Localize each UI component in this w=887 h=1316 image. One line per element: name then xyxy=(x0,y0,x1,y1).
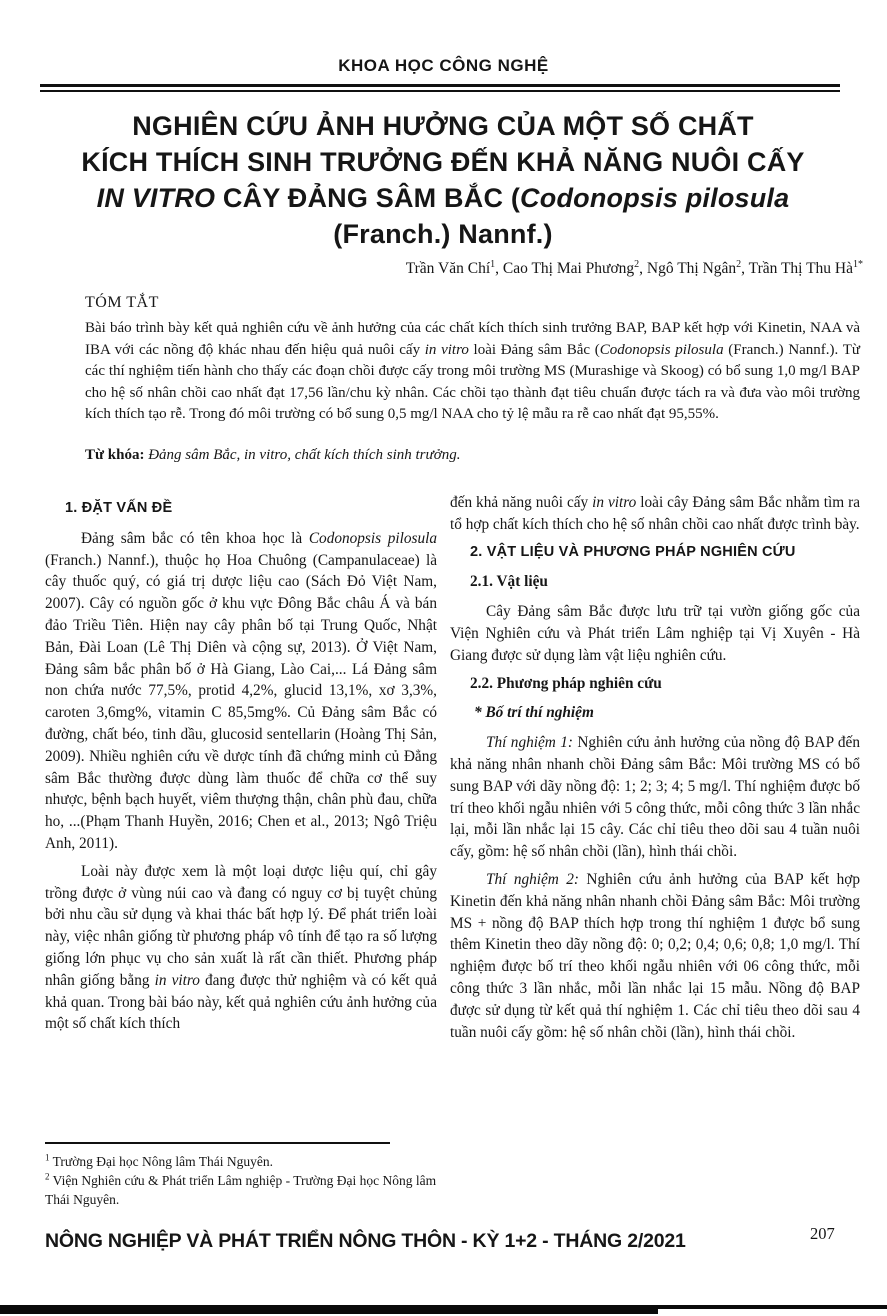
invitro-italic: in vitro xyxy=(592,494,637,511)
left-column xyxy=(45,492,437,1049)
footnote-1-sup: 1 xyxy=(45,1152,50,1163)
abstract-species: Codonopsis pilosula xyxy=(599,341,724,358)
footnote-2-text: Viện Nghiên cứu & Phát triển Lâm nghiệp - Trường Đại học Nông lâm Thái Nguyên. xyxy=(45,1173,437,1207)
keywords-label: Từ khóa: xyxy=(85,447,149,463)
title-line3-invitro: IN VITRO xyxy=(96,183,216,213)
author-affiliation-sup: 2 xyxy=(634,258,640,270)
footnote-1-text: Trường Đại học Nông lâm Thái Nguyên. xyxy=(49,1154,273,1169)
section1-paragraph1 xyxy=(45,528,437,855)
section2-1-heading: 2.1. Vật liệu xyxy=(470,573,548,591)
body-seg: đang được thử nghiệm và có kết quả khả quan. Trong bài báo này, kết quả nghiên cứu ảnh hưởng của một số chất kích thích xyxy=(45,971,437,1033)
abstract-seg: Bài báo trình bày kết quả nghiên cứu về ảnh hưởng của các chất kích thích sinh trưởng BAP, BAP kết hợp với Kinetin, NAA và IBA với các nồng độ khác nhau đến hiệu quả nuôi cấy xyxy=(85,320,860,358)
title-line2: KÍCH THÍCH SINH TRƯỞNG ĐẾN KHẢ NĂNG NUÔI CẤY xyxy=(81,147,805,177)
experiment-layout-subheading: * Bố trí thí nghiệm xyxy=(474,704,594,722)
abstract-text xyxy=(85,318,860,426)
body-seg: Đảng sâm bắc có tên khoa học là xyxy=(81,529,309,547)
experiment2-lead: Thí nghiệm 2: xyxy=(486,870,580,888)
section2-2-heading: 2.2. Phương pháp nghiên cứu xyxy=(470,674,662,692)
title-line3-mid: CÂY ĐẢNG SÂM BẮC ( xyxy=(215,183,521,213)
footnote-1 xyxy=(45,1152,445,1171)
footnotes-block xyxy=(45,1152,445,1209)
footnote-divider-rule xyxy=(45,1142,390,1144)
keywords-text: Đảng sâm Bắc, in vitro, chất kích thích sinh trưởng. xyxy=(148,447,461,463)
journal-section-header: KHOA HỌC CÔNG NGHỆ xyxy=(338,56,549,75)
article-title xyxy=(43,108,843,252)
abstract-heading: TÓM TẮT xyxy=(85,294,159,311)
authors-line xyxy=(43,260,863,278)
two-column-body xyxy=(45,492,860,1049)
journal-footer: NÔNG NGHIỆP VÀ PHÁT TRIỂN NÔNG THÔN - KỲ 1+2 - THÁNG 2/2021 xyxy=(45,1230,686,1252)
header-divider-rule xyxy=(40,84,840,92)
experiment1-lead: Thí nghiệm 1: xyxy=(486,734,573,752)
author-affiliation-sup: 1 xyxy=(490,258,496,270)
title-line4: (Franch.) Nannf.) xyxy=(333,219,553,249)
section1-heading: 1. ĐẶT VẤN ĐỀ xyxy=(65,500,173,516)
body-seg: đến khả năng nuôi cấy xyxy=(450,494,593,511)
author-affiliation-sup: 2 xyxy=(736,258,742,270)
body-seg: loài cây Đảng sâm Bắc nhằm tìm ra tổ hợp chất kích thích cho hệ số nhân chồi cao nhất được trình bày. xyxy=(450,494,860,533)
author-name: Trần Văn Chí xyxy=(405,260,491,277)
abstract-seg: (Franch.) Nannf.). Từ các thí nghiệm tiến hành cho thấy các đoạn chồi được cấy trong môi trường MS (Murashige và Skoog) có bổ sung 1,0 mg/l BAP cho hệ số nhân chồi cao nhất đạt 17,56 lần/chu kỳ nhân. Các chồi tạo thành đạt tiêu chuẩn được tách ra và đưa vào môi trường kích thích tạo rễ. Trong đó môi trường có bổ sung 0,5 mg/l NAA cho tỷ lệ mẫu ra rễ cao nhất đạt 95,55%. xyxy=(85,341,860,422)
footnote-2-sup: 2 xyxy=(45,1171,50,1182)
experiment2-paragraph xyxy=(450,869,860,1043)
title-line1: NGHIÊN CỨU ẢNH HƯỞNG CỦA MỘT SỐ CHẤT xyxy=(132,111,754,141)
right-column xyxy=(450,492,860,1049)
author-name: , Trần Thị Thu Hà xyxy=(741,260,853,277)
keywords-line xyxy=(85,447,860,464)
author-name: , Cao Thị Mai Phương xyxy=(495,260,635,277)
body-seg: (Franch.) Nannf.), thuộc họ Hoa Chuông (Campanulaceae) là cây thuốc quý, có giá trị dược liệu cao (Sách Đỏ Việt Nam, 2007). Cây có nguồn gốc ở khu vực Đông Bắc châu Á và bán đảo Triều Tiên. Hiện nay cây phân bố tại Trung Quốc, Nhật Bản, Đài Loan (Lê Thị Diên và cộng sự, 2013). Ở Việt Nam, Đảng sâm bắc phân bố ở Hà Giang, Lào Cai,... Lá Đảng sâm non chứa nước 77,5%, protid 4,2%, glucid 13,1%, xơ 3,3%, caroten 3,6mg%, vitamin C 85,5mg%. Củ Đảng sâm Bắc có đường, chất béo, tinh dầu, glucosid sentellarin (Hoàng Thị Sản, 2009). Nhiều nghiên cứu về dược tính đã chứng minh củ Đẳng sâm Bắc thường được dùng làm thuốc để chữa cơ thể suy nhược, bệnh bạch huyết, viêm thượng thận, chân phù đau, chữa ho, ...(Phạm Thanh Huyền, 2016; Chen et al., 2013; Ngô Triệu Anh, 2011). xyxy=(45,551,437,852)
section2-heading: 2. VẬT LIỆU VÀ PHƯƠNG PHÁP NGHIÊN CỨU xyxy=(470,543,796,560)
author-affiliation-sup: 1* xyxy=(853,258,863,270)
title-line3-species: Codonopsis pilosula xyxy=(520,183,790,213)
body-seg: Nghiên cứu ảnh hưởng của BAP kết hợp Kinetin đến khả năng nhân nhanh chồi Đảng sâm Bắc: Môi trường MS + nồng độ BAP thích hợp trong thí nghiệm 1 được bổ sung thêm Kinetin theo dãy nồng độ: 0; 0,2; 0,4; 0,6; 0,8; 1,0 mg/l. Thí nghiệm được bố trí theo khối ngẫu nhiên với 06 công thức, mỗi công thức 3 lần nhắc, mỗi lần nhắc lại 15 mẫu. Nồng độ BAP được sử dụng từ kết quả thí nghiệm 1. Các chỉ tiêu theo dõi sau 4 tuần nuôi cấy gồm: hệ số nhân chồi (lần), hình thái chồi. xyxy=(450,870,860,1041)
section1-continuation xyxy=(450,492,860,536)
page-number: 207 xyxy=(810,1224,835,1243)
body-seg: Nghiên cứu ảnh hưởng của nồng độ BAP đến khả năng nhân nhanh chồi Đảng sâm Bắc: Môi trường MS có bổ sung BAP với dãy nồng độ: 1; 2; 3; 4; 5 mg/l. Thí nghiệm được bố trí theo khối ngẫu nhiên với 5 công thức, mỗi công thức 3 lần nhắc lại, mỗi lần nhắc lại 15 cây. Các chỉ tiêu theo dõi sau 4 tuần nuôi cấy, gồm: hệ số nhân chồi (lần), hình thái chồi. xyxy=(450,734,860,861)
experiment1-paragraph xyxy=(450,732,860,863)
abstract-invitro: in vitro xyxy=(424,341,469,358)
section2-1-paragraph: Cây Đảng sâm Bắc được lưu trữ tại vườn giống gốc của Viện Nghiên cứu và Phát triển Lâm nghiệp tại Vị Xuyên - Hà Giang được sử dụng làm vật liệu nghiên cứu. xyxy=(450,603,860,664)
footnote-2 xyxy=(45,1171,445,1209)
bottom-scan-bar-thin xyxy=(655,1305,887,1309)
abstract-seg: loài Đảng sâm Bắc ( xyxy=(468,341,600,358)
species-italic: Codonopsis pilosula xyxy=(308,529,437,547)
invitro-italic: in vitro xyxy=(154,971,200,989)
body-seg: Loài này được xem là một loại dược liệu quí, chỉ gây trồng được ở vùng núi cao và đang có nguy cơ bị tuyệt chủng bởi nhu cầu sử dụng và khai thác bất hợp lý. Để phát triển loài này, việc nhân giống từ phương pháp vô tính để tạo ra số lượng giống lớn phục vụ cho sản xuất là rất cần thiết. Phương pháp nhân giống bằng xyxy=(45,862,437,989)
bottom-scan-bar-thick xyxy=(0,1305,658,1314)
section1-paragraph2 xyxy=(45,861,437,1035)
author-name: , Ngô Thị Ngân xyxy=(639,260,737,277)
